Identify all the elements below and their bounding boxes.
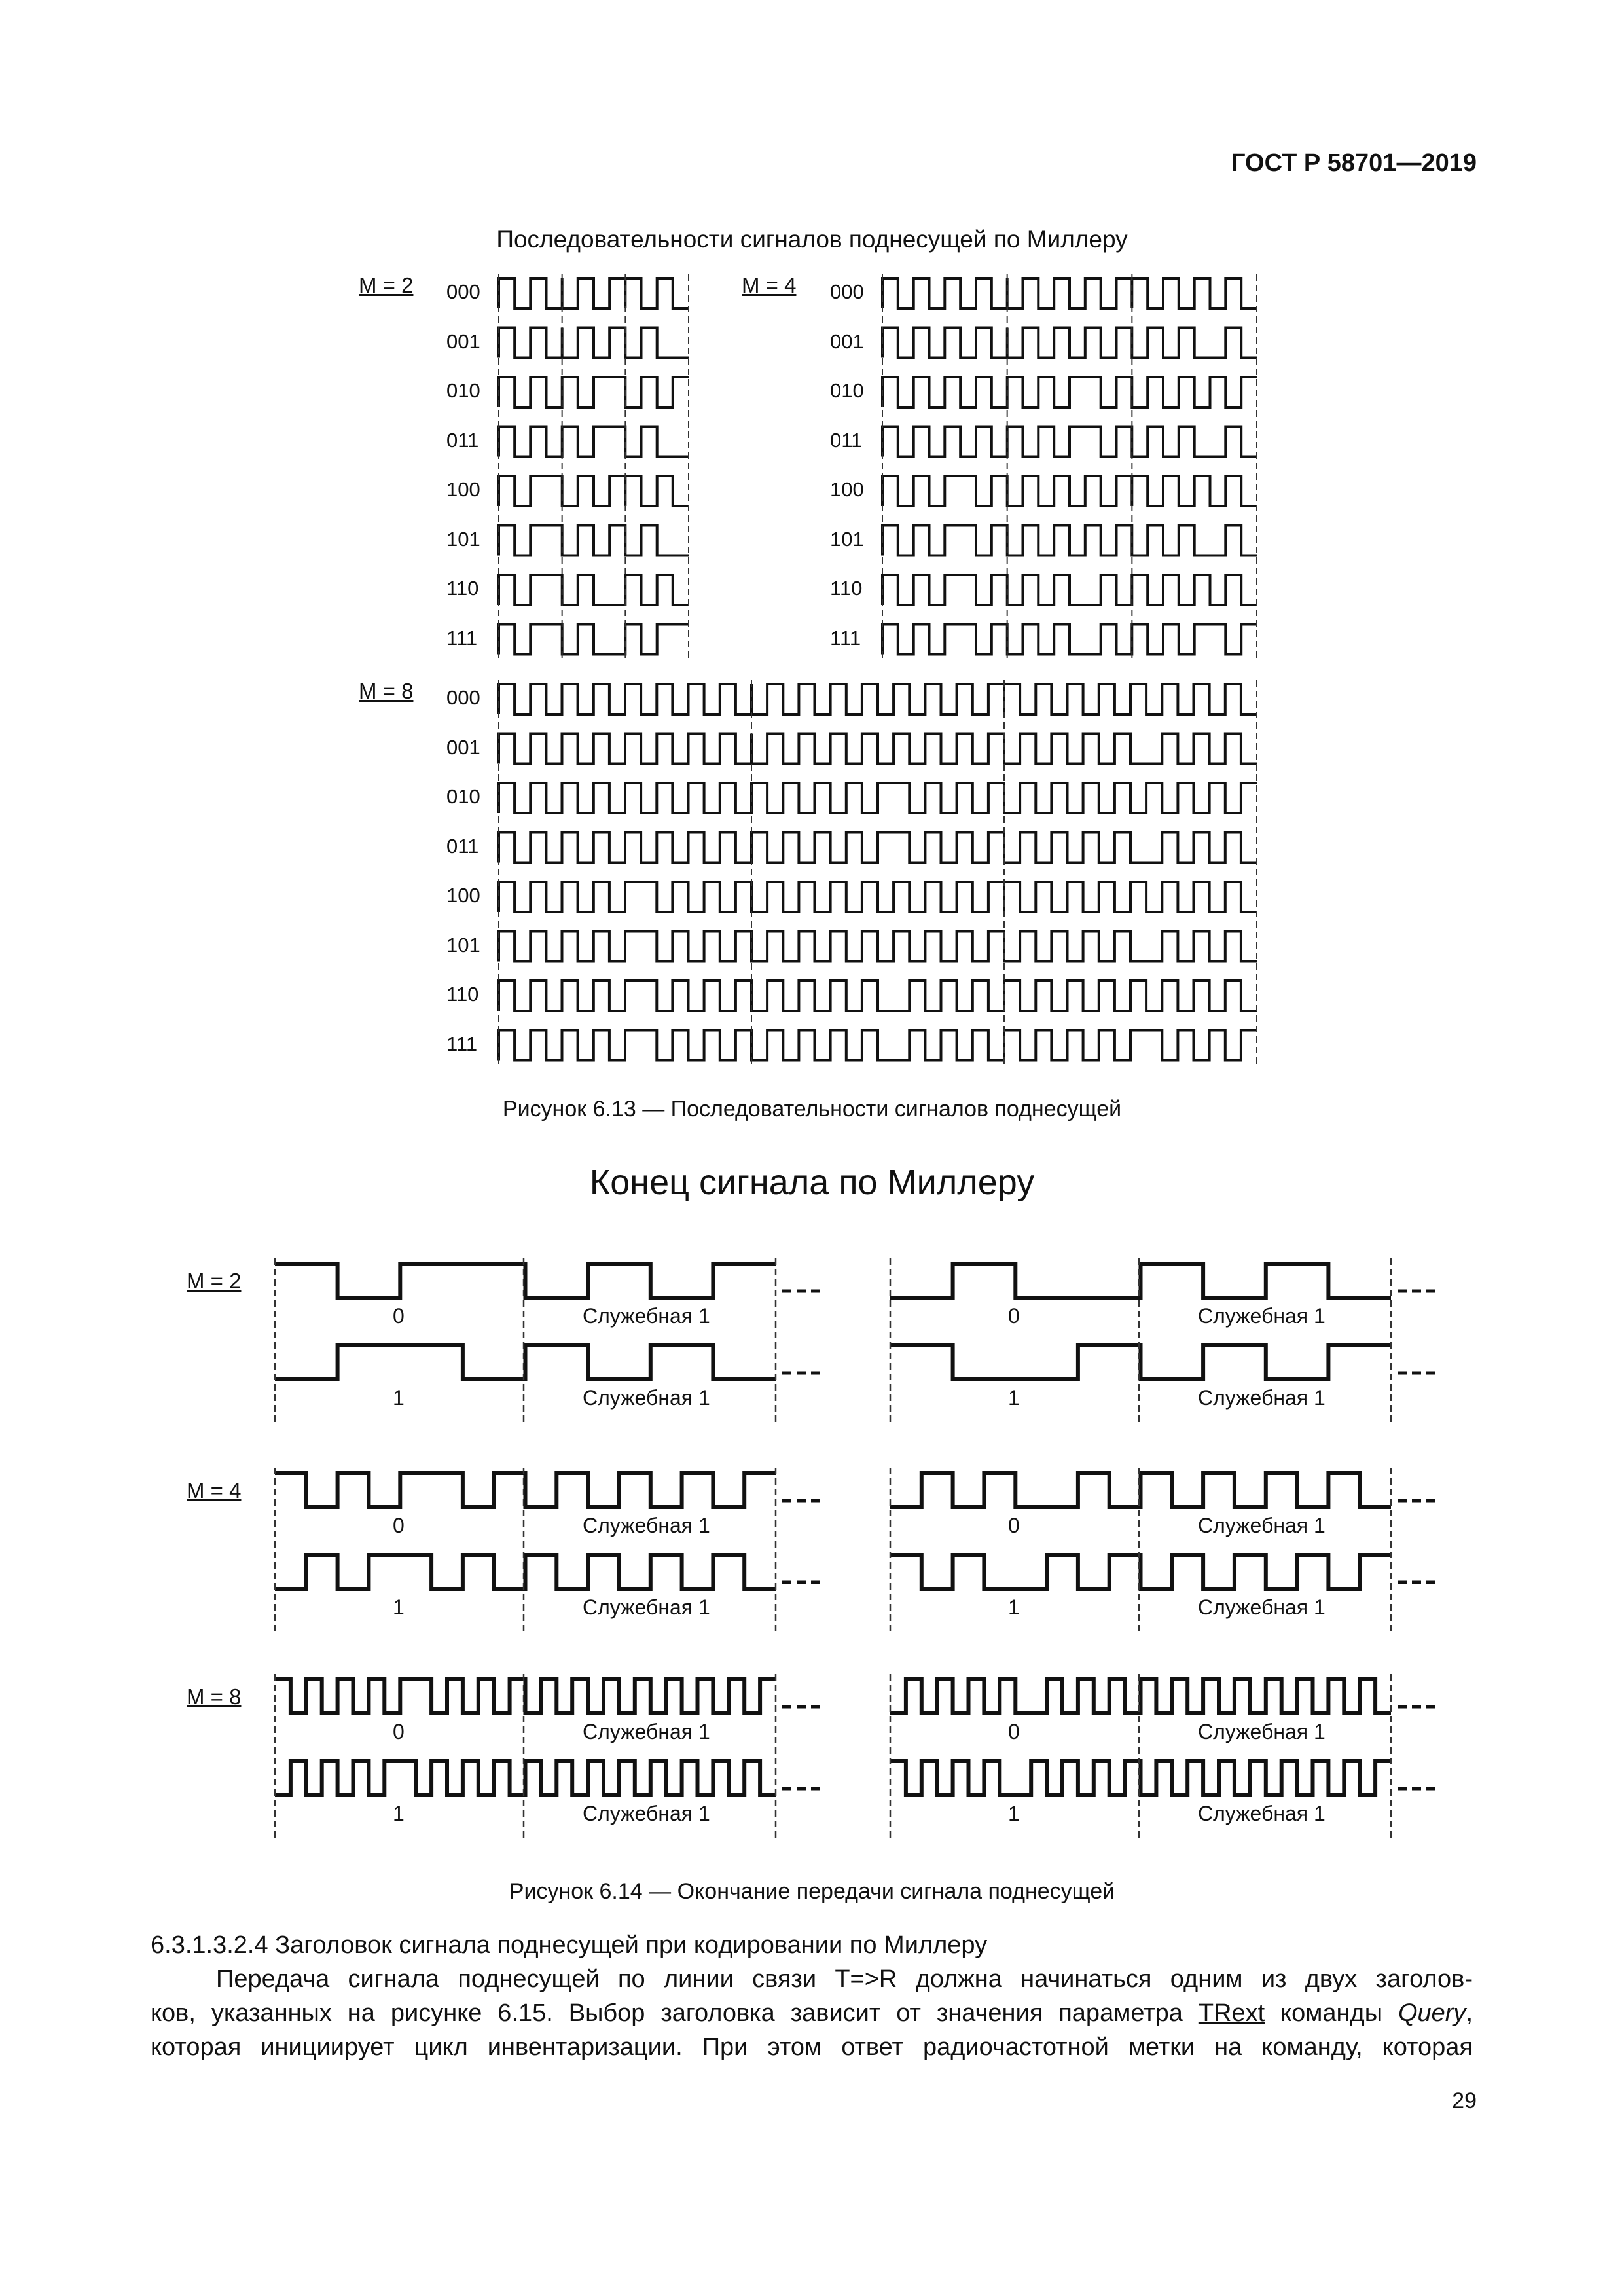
bit-label: 0 [1008,1304,1020,1328]
m-label: M = 2 [187,1269,242,1293]
code-label: 001 [830,329,864,353]
code-label: 100 [446,478,480,501]
code-label: 100 [830,478,864,501]
standard-designation: ГОСТ Р 58701—2019 [1231,149,1477,177]
figure-6-14-title: Конец сигнала по Миллеру [589,1163,1035,1202]
code-label: 011 [830,428,863,452]
end-of-signal-waveform [890,1345,1391,1379]
bit-label: 1 [1008,1802,1020,1825]
dummy-bit-label: Служебная 1 [583,1386,710,1410]
code-label: 010 [830,379,864,402]
end-of-signal-waveform [890,1264,1391,1298]
figure-6-13-title: Последовательности сигналов поднесущей по Миллеру [496,226,1128,253]
code-label: 000 [446,280,480,303]
dummy-bit-label: Служебная 1 [1198,1386,1326,1410]
dummy-bit-label: Служебная 1 [583,1304,710,1328]
m-label: M = 8 [187,1685,242,1709]
code-label: 111 [446,626,478,649]
dummy-bit-label: Служебная 1 [583,1514,710,1537]
bit-label: 0 [1008,1720,1020,1743]
code-label: 101 [830,527,864,551]
code-label: 011 [446,834,479,858]
bit-label: 0 [1008,1514,1020,1537]
end-of-signal-waveform [275,1345,776,1379]
page-number: 29 [1452,2088,1477,2113]
trext-parameter: TRext [1198,1999,1265,2027]
end-of-signal-waveform [890,1761,1391,1795]
m-label: M = 8 [359,679,414,703]
end-of-signal-waveform [275,1264,776,1298]
m-label: M = 4 [742,273,797,297]
code-label: 101 [446,933,480,957]
code-label: 000 [446,686,480,709]
bit-label: 1 [393,1595,405,1619]
end-of-signal-waveform [890,1473,1391,1507]
bit-label: 1 [393,1802,405,1825]
end-of-signal-waveform [275,1555,776,1589]
line2-mid: команды [1265,1999,1398,2027]
figure-6-14-caption: Рисунок 6.14 — Окончание передачи сигнала поднесущей [509,1879,1115,1904]
code-label: 000 [830,280,864,303]
code-label: 110 [446,983,479,1006]
line2-pre: ков, указанных на рисунке 6.15. Выбор заголовка зависит от значения параметра [151,1999,1199,2027]
end-of-signal-waveform [890,1679,1391,1713]
code-label: 001 [446,735,480,759]
end-of-signal-waveform [275,1761,776,1795]
paragraph-line-1: Передача сигнала поднесущей по линии связи T=>R должна начинаться одним из двух заголов- [216,1965,1473,1993]
section-text [151,1928,1473,2064]
code-label: 010 [446,785,480,808]
dummy-bit-label: Служебная 1 [1198,1802,1326,1825]
dummy-bit-label: Служебная 1 [1198,1595,1326,1619]
code-label: 110 [446,577,479,600]
code-label: 011 [446,428,479,452]
end-of-signal-waveform [890,1555,1391,1589]
bit-label: 1 [393,1386,405,1410]
code-label: 110 [830,577,863,600]
query-command: Query [1398,1999,1466,2027]
figure-6-13-caption: Рисунок 6.13 — Последовательности сигналов поднесущей [502,1097,1122,1121]
code-label: 111 [830,626,861,649]
dummy-bit-label: Служебная 1 [583,1720,710,1743]
bit-label: 1 [1008,1386,1020,1410]
bit-label: 1 [1008,1595,1020,1619]
code-label: 010 [446,379,480,402]
paragraph-line-2 [151,1996,1473,2030]
code-label: 001 [446,329,480,353]
code-label: 100 [446,884,480,907]
code-label: 111 [446,1032,478,1055]
line2-post: , [1466,1999,1473,2027]
dummy-bit-label: Служебная 1 [583,1802,710,1825]
bit-label: 0 [393,1304,405,1328]
bit-label: 0 [393,1514,405,1537]
code-label: 101 [446,527,480,551]
bit-label: 0 [393,1720,405,1743]
m-label: M = 2 [359,273,414,297]
dummy-bit-label: Служебная 1 [1198,1304,1326,1328]
m-label: M = 4 [187,1478,242,1503]
paragraph-line-3: которая инициирует цикл инвентаризации. При этом ответ радиочастотной метки на команду, которая [151,2033,1473,2061]
end-of-signal-waveform [275,1679,776,1713]
section-heading: 6.3.1.3.2.4 Заголовок сигнала поднесущей при кодировании по Миллеру [151,1931,988,1959]
dummy-bit-label: Служебная 1 [1198,1720,1326,1743]
dummy-bit-label: Служебная 1 [583,1595,710,1619]
end-of-signal-waveform [275,1473,776,1507]
dummy-bit-label: Служебная 1 [1198,1514,1326,1537]
